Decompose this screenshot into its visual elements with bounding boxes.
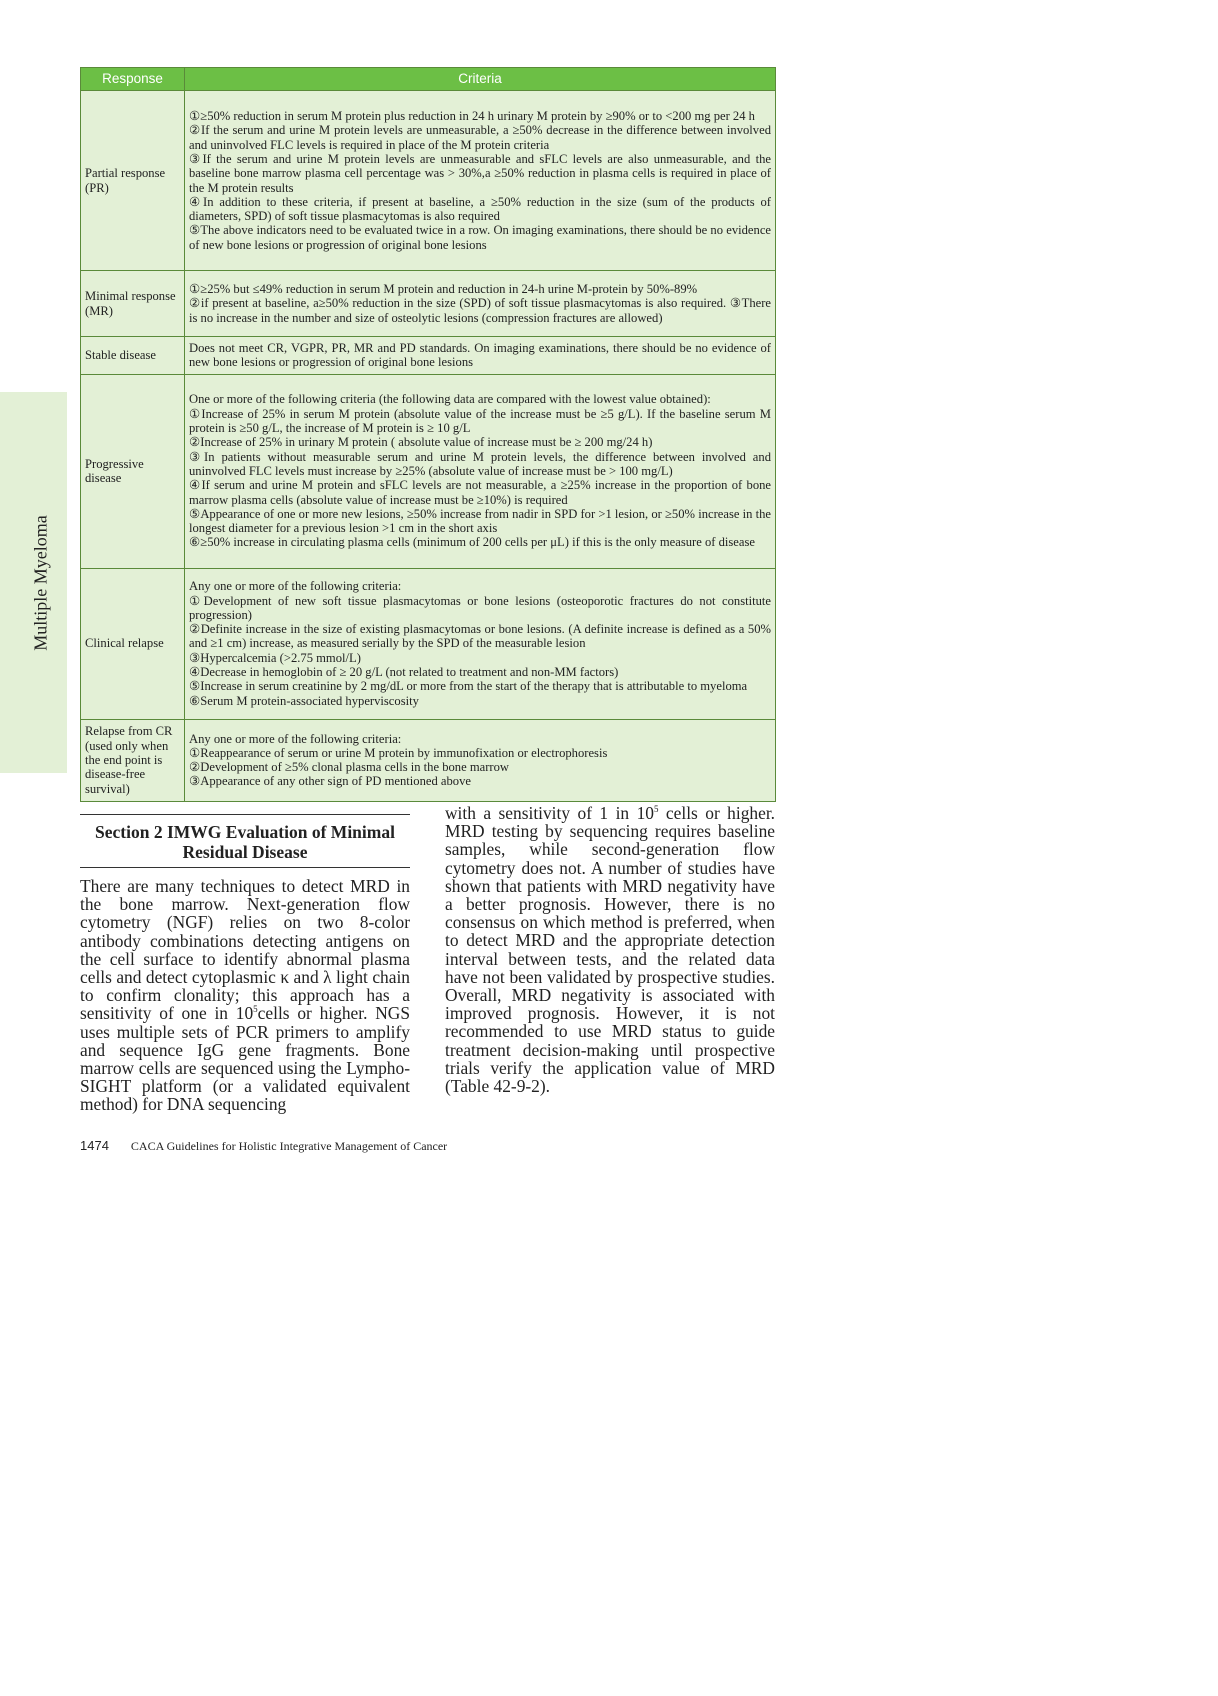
criterion-item: ⑤Increase in serum creatinine by 2 mg/dL or more from the start of the therapy that is attributable to myeloma (189, 679, 748, 694)
right-superscript: 5 (653, 804, 659, 815)
criterion-item: ②Development of ≥5% clonal plasma cells in the bone marrow (189, 760, 510, 775)
header-criteria: Criteria (185, 68, 776, 91)
page-footer (80, 1138, 447, 1154)
criterion-item: ①≥50% reduction in serum M protein plus reduction in 24 h urinary M protein by ≥90% or to <200 mg per 24 h (189, 109, 755, 124)
criterion-item: Any one or more of the following criteria: (189, 579, 402, 594)
heading-top-rule (80, 814, 410, 815)
response-cell: Partial response (PR) (81, 91, 185, 271)
left-text-a: There are many techniques to detect MRD in the bone marrow. Next-generation flow cytometry (NGF) relies on two 8-color antibody combinations detecting antigens on the cell surface to identify abnormal plasma cells and detect cytoplasmic κ and λ light chain to confirm clonality; this approach has a sensitivity of one in 10 (80, 876, 410, 1024)
response-cell: Progressive disease (81, 374, 185, 568)
footer-title: CACA Guidelines for Holistic Integrative Management of Cancer (130, 1139, 448, 1153)
criterion-item: ①Development of new soft tissue plasmacytomas or bone lesions (osteoporotic fractures do not constitute progression) (189, 593, 771, 622)
criterion-item: ③In patients without measurable serum and urine M protein levels, the difference between involved and uninvolved FLC levels must increase by ≥25% (absolute value of increase must be > 100 mg/L) (189, 449, 771, 478)
section-heading: Section 2 IMWG Evaluation of Minimal Residual Disease (95, 822, 395, 862)
response-cell: Stable disease (81, 337, 185, 375)
criterion-item: ⑤Appearance of one or more new lesions, ≥50% increase from nadir in SPD for >1 lesion, or ≥50% increase in the longest diameter for a previous lesion >1 cm in the short axis (189, 506, 771, 536)
criterion-item: ②if present at baseline, a≥50% reduction in the size (SPD) of soft tissue plasmacytomas is also required. ③There is no increase in the number and size of osteolytic lesions (compression fractures are allowed) (189, 296, 771, 325)
criterion-item: ⑥Serum M protein-associated hyperviscosity (189, 693, 419, 708)
body-column-left (80, 877, 410, 1114)
table-row (81, 568, 776, 719)
right-text-a: with a sensitivity of 1 in 10 (445, 803, 654, 823)
right-text-b: cells or higher. MRD testing by sequencing requires baseline samples, while second-generation flow cytometry does not. A number of studies have shown that patients with MRD negativity have a better prognosis. However, there is no consensus on which method is preferred, when to detect MRD and the appropriate detection interval between tests, and the related data have not been validated by prospective studies. Overall, MRD negativity is associated with improved prognosis. However, it is not recommended to use MRD status to guide treatment decision-making until prospective trials verify the application value of MRD (Table 42-9-2). (445, 803, 775, 1097)
criterion-item: ②Increase of 25% in urinary M protein ( absolute value of increase must be ≥ 200 mg/24 h) (189, 435, 653, 450)
header-response: Response (81, 68, 185, 91)
response-criteria-table (80, 67, 776, 802)
criteria-cell (185, 91, 776, 271)
criterion-item: Any one or more of the following criteria: (189, 731, 402, 746)
criterion-item: ④In addition to these criteria, if present at baseline, a ≥50% reduction in the size (sum of the products of diameters, SPD) of soft tissue plasmacytomas is also required (189, 194, 771, 224)
left-text-b: cells or higher. NGS uses multiple sets of PCR primers to amplify and sequence IgG gene fragments. Bone marrow cells are sequenced using the Lympho-SIGHT platform (or a validated equivalent method) for DNA sequencing (80, 1003, 410, 1115)
response-cell: Minimal response (MR) (81, 271, 185, 337)
criterion-item: ①≥25% but ≤49% reduction in serum M protein and reduction in 24-h urine M-protein by 50%-89% (189, 282, 698, 297)
heading-bottom-rule (80, 867, 410, 868)
table-row (81, 374, 776, 568)
criterion-item: ①Reappearance of serum or urine M protein by immunofixation or electrophoresis (189, 745, 608, 760)
criterion-item: One or more of the following criteria (the following data are compared with the lowest value obtained): (189, 392, 711, 407)
criteria-cell (185, 337, 776, 375)
criteria-cell (185, 271, 776, 337)
criterion-item: ②If the serum and urine M protein levels are unmeasurable, a ≥50% decrease in the difference between involved and uninvolved FLC levels is required in place of the M protein criteria (189, 123, 771, 152)
table-header-row (81, 68, 776, 91)
criterion-item: Does not meet CR, VGPR, PR, MR and PD standards. On imaging examinations, there should be no evidence of new bone lesions or progression of original bone lesions (189, 341, 771, 370)
criteria-cell (185, 568, 776, 719)
criterion-item: ③If the serum and urine M protein levels are unmeasurable and sFLC levels are also unmeasurable, and the baseline bone marrow plasma cell percentage was > 30%,a ≥50% reduction in plasma cells is required in place of the M protein results (189, 151, 771, 195)
criterion-item: ④Decrease in hemoglobin of ≥ 20 g/L (not related to treatment and non-MM factors) (189, 665, 619, 680)
table-row (81, 91, 776, 271)
table-row (81, 719, 776, 801)
criterion-item: ③Hypercalcemia (>2.75 mmol/L) (189, 650, 361, 665)
table-row (81, 271, 776, 337)
criterion-item: ②Definite increase in the size of existing plasmacytomas or bone lesions. (A definite increase is defined as a 50% and ≥1 cm) increase, as measured serially by the SPD of the measurable lesion (189, 622, 771, 651)
criterion-item: ④If serum and urine M protein and sFLC levels are not measurable, a ≥25% increase in the proportion of bone marrow plasma cells (absolute value of increase must be ≥10%) is required (189, 478, 771, 507)
body-column-right (445, 804, 775, 1095)
page-number: 1474 (80, 1138, 109, 1153)
table-row (81, 337, 776, 375)
left-superscript: 5 (253, 1004, 258, 1015)
criteria-cell (185, 719, 776, 801)
criterion-item: ③Appearance of any other sign of PD mentioned above (189, 774, 471, 789)
criterion-item: ⑥≥50% increase in circulating plasma cells (minimum of 200 cells per μL) if this is the only measure of disease (189, 535, 755, 550)
response-cell: Relapse from CR (used only when the end point is disease-free survival) (81, 719, 185, 801)
response-cell: Clinical relapse (81, 568, 185, 719)
criterion-item: ⑤The above indicators need to be evaluated twice in a row. On imaging examinations, there should be no evidence of new bone lesions or progression of original bone lesions (189, 223, 771, 252)
criterion-item: ①Increase of 25% in serum M protein (absolute value of the increase must be ≥5 g/L). If the baseline serum M protein is ≥50 g/L, the increase of M protein is ≥ 10 g/L (189, 406, 771, 436)
criteria-cell (185, 374, 776, 568)
side-tab-label: Multiple Myeloma (30, 515, 51, 651)
